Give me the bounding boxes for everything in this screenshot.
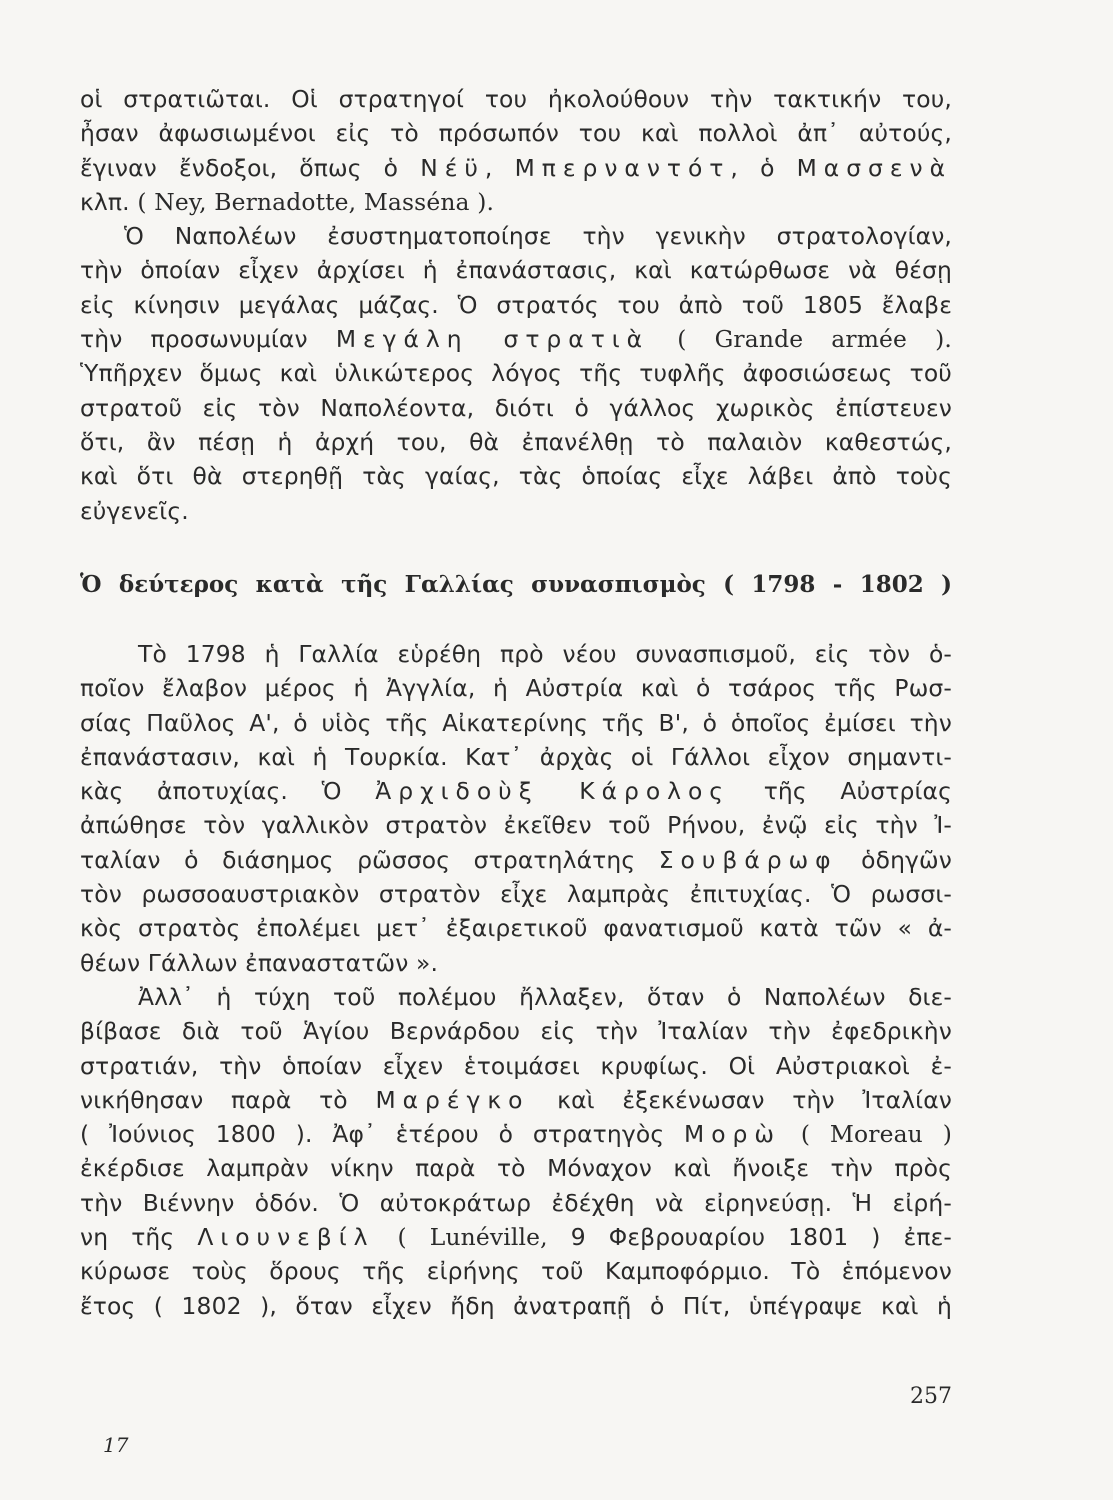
- name-marengo: Μαρέγκο: [375, 1085, 530, 1114]
- grande-armee-greek: Μεγάλη στρατιὰ: [335, 325, 650, 354]
- grande-armee-french: ( Grande armée ).: [677, 325, 952, 354]
- text-line: Τὸ 1798 ἡ Γαλλία εὑρέθη πρὸ νέου συνασπισμοῦ, εἰς τὸν ὁ-: [138, 640, 952, 668]
- text-line: νη τῆς Λιουνεβίλ ( Lunéville, 9 Φεβρουαρίου 1801 ) ἐπε-: [80, 1223, 952, 1252]
- text-line: ὅτι, ἂν πέσῃ ἡ ἀρχή του, θὰ ἐπανέλθῃ τὸ παλαιὸν καθεστώς,: [80, 427, 952, 456]
- text-line: θέων Γάλλων ἐπαναστατῶν ».: [80, 948, 439, 977]
- text-line: οἱ στρατιῶται. Οἱ στρατηγοί του ἠκολούθουν τὴν τακτικήν του,: [80, 85, 952, 113]
- text-line: ἔτος ( 1802 ), ὅταν εἶχεν ἤδη ἀνατραπῇ ὁ Πίτ, ὑπέγραψε καὶ ἡ: [80, 1291, 952, 1320]
- text-line: ( Ἰούνιος 1800 ). Ἀφ᾽ ἑτέρου ὁ στρατηγὸς Μορὼ ( Moreau ): [80, 1120, 952, 1149]
- text-line: στρατοῦ εἰς τὸν Ναπολέοντα, διότι ὁ γάλλος χωρικὸς ἐπίστευεν: [80, 393, 952, 422]
- name-ney: Νέϋ: [420, 153, 485, 182]
- name-luneville-latin: ( Lunéville,: [397, 1223, 548, 1252]
- paragraph-second-coalition: [80, 637, 952, 1323]
- text-line: ἐκέρδισε λαμπρὰν νίκην παρὰ τὸ Μόναχον καὶ ἤνοιξε τὴν πρὸς: [80, 1154, 952, 1183]
- name-moreau-latin: ( Moreau ): [800, 1120, 952, 1149]
- text-line: τὴν ὁποίαν εἶχεν ἀρχίσει ἡ ἐπανάστασις, καὶ κατώρθωσε νὰ θέσῃ: [80, 256, 952, 285]
- text-line: ἦσαν ἀφωσιωμένοι εἰς τὸ πρόσωπόν του καὶ πολλοὶ ἀπ᾽ αὐτούς,: [80, 119, 952, 148]
- text-line: ἐπανάστασιν, καὶ ἡ Τουρκία. Κατ᾽ ἀρχὰς οἱ Γάλλοι εἶχον σημαντι-: [80, 742, 952, 771]
- text-line: κύρωσε τοὺς ὅρους τῆς εἰρήνης τοῦ Καμποφόρμιο. Τὸ ἑπόμενον: [80, 1257, 952, 1286]
- text-line: κὸς στρατὸς ἐπολέμει μετ᾽ ἐξαιρετικοῦ φανατισμοῦ κατὰ τῶν « ἀ-: [80, 914, 952, 943]
- name-moreau: Μορὼ: [684, 1120, 781, 1149]
- text-line: τὴν Βιέννην ὁδόν. Ὁ αὐτοκράτωρ ἐδέχθη νὰ εἰρηνεύσῃ. Ἡ εἰρή-: [80, 1188, 952, 1217]
- name-bernadotte: Μπερναντότ: [514, 153, 731, 182]
- text-line: τὴν προσωνυμίαν Μεγάλη στρατιὰ ( Grande armée ).: [80, 325, 952, 354]
- section-heading: Ὁ δεύτερος κατὰ τῆς Γαλλίας συνασπισμὸς ( 1798 - 1802 ): [80, 571, 952, 598]
- printer-signature: 17: [103, 1433, 129, 1457]
- text-line: καὶ ὅτι θὰ στερηθῇ τὰς γαίας, τὰς ὁποίας εἶχε λάβει ἀπὸ τοὺς: [80, 462, 952, 491]
- latin-names: ( Ney, Bernadotte, Masséna ).: [137, 187, 495, 216]
- text-line: Ἀλλ᾽ ἡ τύχη τοῦ πολέμου ἤλλαξεν, ὅταν ὁ Ναπολέων διε-: [138, 982, 952, 1011]
- text-line: τὸν ρωσσοαυστριακὸν στρατὸν εἶχε λαμπρὰς ἐπιτυχίας. Ὁ ρωσσι-: [80, 880, 952, 909]
- text-line: εὐγενεῖς.: [80, 496, 189, 525]
- text-line: ἀπώθησε τὸν γαλλικὸν στρατὸν ἐκεῖθεν τοῦ Ρήνου, ἐνῷ εἰς τὴν Ἰ-: [80, 811, 952, 840]
- text-line: ἔγιναν ἔνδοξοι, ὅπως ὁ Νέϋ, Μπερναντότ, ὁ Μασσενὰ: [80, 153, 953, 182]
- paragraph-napoleon-generals: [80, 82, 952, 528]
- name-suvorov: Σουβάρωφ: [658, 845, 838, 874]
- text-line: ποῖον ἔλαβον μέρος ἡ Ἀγγλία, ἡ Αὐστρία καὶ ὁ τσάρος τῆς Ρωσ-: [80, 674, 952, 703]
- text-line: νικήθησαν παρὰ τὸ Μαρέγκο καὶ ἐξεκένωσαν τὴν Ἰταλίαν: [80, 1085, 953, 1114]
- name-luneville: Λιουνεβίλ: [197, 1223, 375, 1252]
- page-number: 257: [910, 1384, 952, 1409]
- name-massena: Μασσενὰ: [796, 153, 953, 182]
- text-line: κλπ. ( Ney, Bernadotte, Masséna ).: [80, 187, 495, 216]
- text-line: εἰς κίνησιν μεγάλας μάζας. Ὁ στρατός του ἀπὸ τοῦ 1805 ἔλαβε: [80, 290, 952, 319]
- text-line: βίβασε διὰ τοῦ Ἁγίου Βερνάρδου εἰς τὴν Ἰταλίαν τὴν ἐφεδρικὴν: [80, 1017, 952, 1046]
- text-line: ταλίαν ὁ διάσημος ρῶσσος στρατηλάτης Σουβάρωφ ὁδηγῶν: [80, 845, 952, 874]
- text-line: στρατιάν, τὴν ὁποίαν εἶχεν ἑτοιμάσει κρυφίως. Οἱ Αὐστριακοὶ ἐ-: [80, 1051, 952, 1080]
- text-line: Ὁ Ναπολέων ἐσυστηματοποίησε τὴν γενικὴν στρατολογίαν,: [124, 222, 952, 251]
- name-archduke-charles: Ἀρχιδοὺξ Κάρολος: [375, 777, 731, 806]
- text-line: σίας Παῦλος Α', ὁ υἱὸς τῆς Αἰκατερίνης τῆς Β', ὁ ὁποῖος ἐμίσει τὴν: [80, 708, 952, 737]
- text-line: Ὑπῆρχεν ὅμως καὶ ὑλικώτερος λόγος τῆς τυφλῆς ἀφοσιώσεως τοῦ: [80, 359, 952, 388]
- text-line: κὰς ἀποτυχίας. Ὁ Ἀρχιδοὺξ Κάρολος τῆς Αὐστρίας: [80, 777, 952, 806]
